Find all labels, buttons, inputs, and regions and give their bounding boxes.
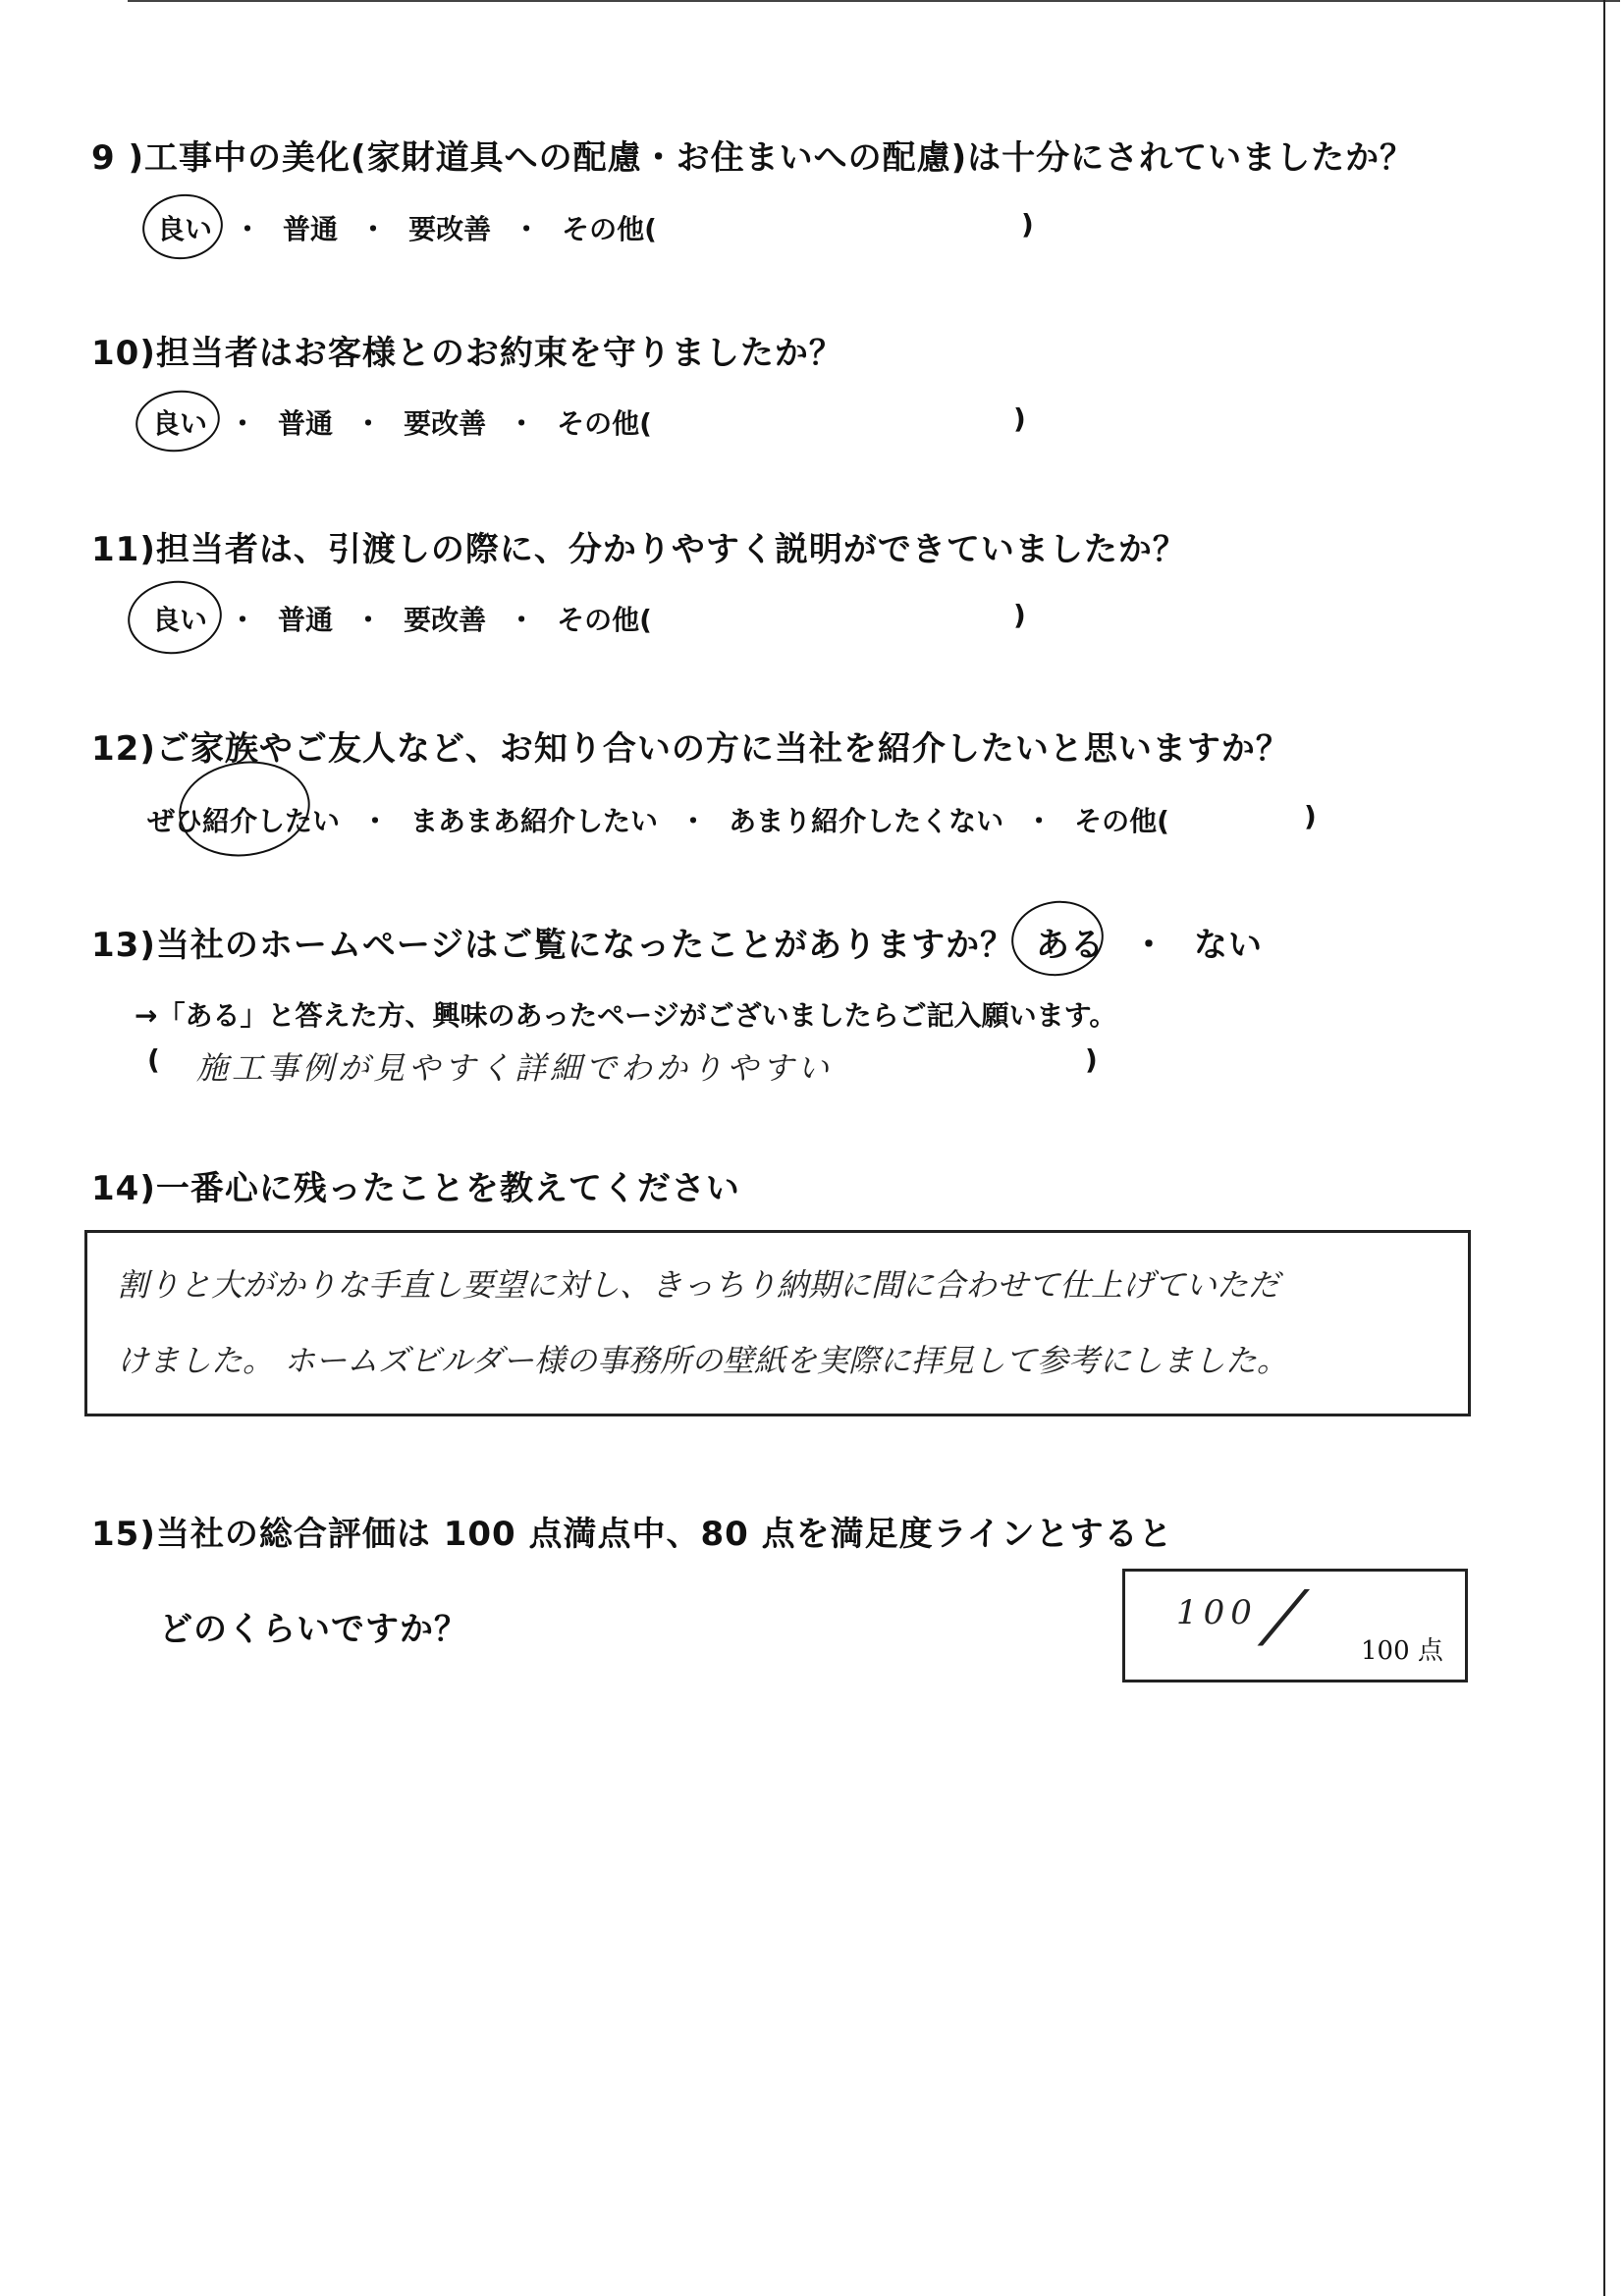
question-11-other-close: ) [1013, 599, 1026, 631]
question-9-options: 良い ・ 普通 ・ 要改善 ・ その他( [157, 208, 657, 247]
option-normal[interactable]: 普通 [283, 213, 339, 245]
option-good[interactable]: 良い [152, 604, 208, 636]
question-13-followup-close: ) [1085, 1043, 1098, 1076]
answer-line-2: けました。 ホームズビルダー様の事務所の壁紙を実際に拝見して参考にしました。 [117, 1342, 1288, 1379]
scan-top-edge [128, 0, 1620, 2]
question-10-other-close: ) [1013, 402, 1026, 435]
question-13-handwritten-answer[interactable]: 施工事例が見やすく詳細でわかりやすい [196, 1049, 834, 1087]
question-13-followup-open: ( [147, 1043, 160, 1076]
option-no[interactable]: ない [1194, 926, 1263, 965]
question-13-options: ある ・ ない [1036, 926, 1263, 965]
score-slash: / [1259, 1575, 1309, 1656]
question-13-followup: →「ある」と答えた方、興味のあったページがございましたらご記入願います。 [135, 999, 1117, 1032]
question-12-options: ぜひ紹介したい ・ まあまあ紹介したい ・ あまり紹介したくない ・ その他( [147, 800, 1169, 839]
option-normal[interactable]: 普通 [278, 407, 334, 440]
question-14-answer-box[interactable] [84, 1230, 1471, 1416]
question-14: 14)一番心に残ったことを教えてください [91, 1169, 740, 1208]
option-other[interactable]: その他( [562, 213, 657, 245]
question-9: 9 )工事中の美化(家財道具への配慮・お住まいへの配慮)は十分にされていましたか？ [91, 138, 1415, 178]
score-max-label: 100 点 [1361, 1636, 1443, 1666]
answer-line-1: 割りと大がかりな手直し要望に対し、きっちり納期に間に合わせて仕上げていただ [117, 1266, 1280, 1304]
question-15: 15)当社の総合評価は 100 点満点中、80 点を満足度ラインとすると [91, 1515, 1173, 1554]
question-10: 10)担当者はお客様とのお約束を守りましたか？ [91, 334, 843, 373]
option-needs-improvement[interactable]: 要改善 [404, 407, 487, 440]
question-9-other-close: ) [1021, 208, 1034, 240]
question-11-options: 良い ・ 普通 ・ 要改善 ・ その他( [152, 599, 652, 638]
scan-right-edge [1603, 0, 1605, 2296]
score-box[interactable] [1122, 1569, 1468, 1682]
option-needs-improvement[interactable]: 要改善 [408, 213, 492, 245]
option-good[interactable]: 良い [152, 407, 208, 440]
option-needs-improvement[interactable]: 要改善 [404, 604, 487, 636]
question-10-options: 良い ・ 普通 ・ 要改善 ・ その他( [152, 402, 652, 442]
option-other[interactable]: その他( [1074, 805, 1169, 837]
option-good[interactable]: 良い [157, 213, 213, 245]
question-11: 11)担当者は、引渡しの際に、分かりやすく説明ができていましたか？ [91, 530, 1187, 569]
option-normal[interactable]: 普通 [278, 604, 334, 636]
question-13: 13)当社のホームページはご覧になったことがありますか？ [91, 926, 1015, 965]
option-yes[interactable]: ある [1036, 926, 1105, 965]
option-somewhat-recommend[interactable]: まあまあ紹介したい [410, 805, 659, 837]
option-definitely-recommend[interactable]: ぜひ紹介したい [147, 805, 341, 837]
option-other[interactable]: その他( [557, 604, 652, 636]
option-rather-not-recommend[interactable]: あまり紹介したくない [729, 805, 1004, 837]
option-other[interactable]: その他( [557, 407, 652, 440]
question-12: 12)ご家族やご友人など、お知り合いの方に当社を紹介したいと思いますか？ [91, 729, 1290, 769]
score-value: 100 [1176, 1593, 1258, 1632]
question-12-other-close: ) [1304, 800, 1317, 832]
question-15-line2: どのくらいですか？ [159, 1610, 468, 1649]
